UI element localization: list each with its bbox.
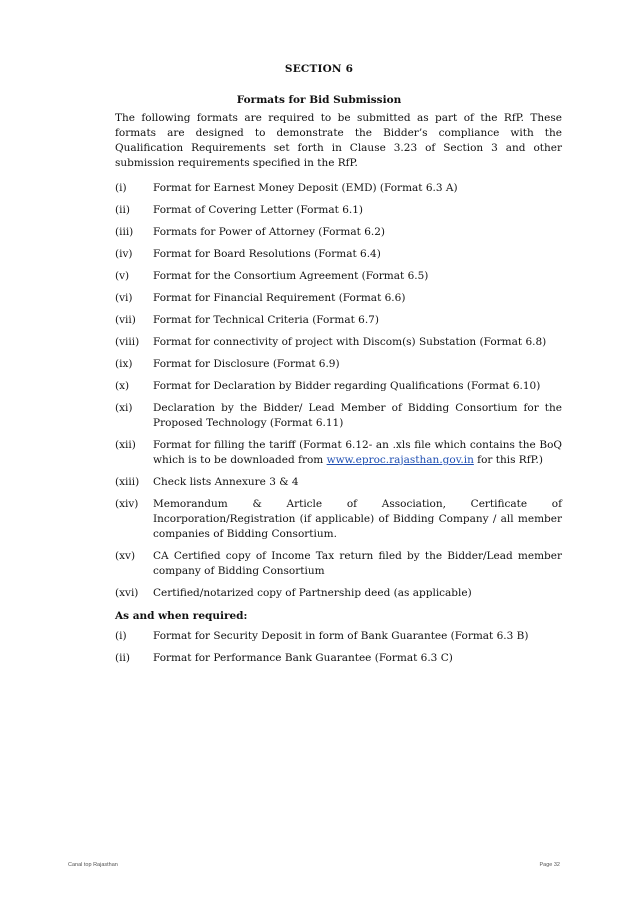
list-item-number: (vi) — [115, 292, 133, 304]
footer-page-number: Page 32 — [539, 862, 560, 868]
list-item-text: Format for Board Resolutions (Format 6.4) — [153, 248, 381, 260]
list-item-text: CA Certified copy of Income Tax return filed by the Bidder/Lead member company of Bidding Consortium — [153, 550, 562, 577]
list-item — [115, 225, 562, 240]
list-item-number: (v) — [115, 270, 130, 282]
list-item-text-before-link: Format for filling the tariff (Format 6.12- an .xls file which contains the BoQ which is to be downloaded from — [153, 439, 562, 466]
footer-project-name: Canal top Rajasthan — [68, 862, 118, 868]
list-item — [115, 335, 562, 350]
list-item — [115, 438, 562, 468]
intro-paragraph: The following formats are required to be submitted as part of the RfP. These formats are designed to demonstrate the Bidder’s compliance with the Qualification Requirements set forth in Clause 3.23 of Section 3 and other submission requirements specified in the RfP. — [115, 112, 562, 169]
list-item — [115, 549, 562, 579]
list-item-text: Formats for Power of Attorney (Format 6.2) — [153, 226, 385, 238]
list-item-number: (iii) — [115, 226, 134, 238]
page-title: Formats for Bid Submission — [236, 94, 402, 106]
list-item-number: (viii) — [115, 336, 140, 348]
section-heading: SECTION 6 — [284, 63, 354, 75]
when-required-list — [115, 629, 562, 673]
list-item — [115, 586, 562, 601]
list-item-text: Format for connectivity of project with Discom(s) Substation (Format 6.8) — [153, 336, 547, 348]
list-item-number: (vii) — [115, 314, 136, 326]
list-item-number: (xvi) — [115, 587, 139, 599]
list-item — [115, 629, 562, 644]
list-item-text: Format for Performance Bank Guarantee (Format 6.3 C) — [153, 652, 453, 664]
list-item — [115, 247, 562, 262]
list-item — [115, 269, 562, 284]
list-item — [115, 203, 562, 218]
list-item — [115, 401, 562, 431]
list-item-number: (xiv) — [115, 498, 139, 510]
eproc-link[interactable]: www.eproc.rajasthan.gov.in — [326, 454, 474, 466]
list-item-text — [153, 438, 562, 468]
list-item-text: Format of Covering Letter (Format 6.1) — [153, 204, 363, 216]
list-item-number: (xv) — [115, 550, 136, 562]
list-item — [115, 181, 562, 196]
list-item — [115, 475, 562, 490]
list-item-number: (ii) — [115, 204, 130, 216]
list-item-text: Format for Financial Requirement (Format 6.6) — [153, 292, 406, 304]
when-required-heading: As and when required: — [115, 610, 248, 622]
list-item — [115, 291, 562, 306]
list-item-text: Format for Earnest Money Deposit (EMD) (Format 6.3 A) — [153, 182, 458, 194]
list-item — [115, 313, 562, 328]
list-item-number: (i) — [115, 630, 127, 642]
list-item-text: Format for Declaration by Bidder regarding Qualifications (Format 6.10) — [153, 380, 541, 392]
list-item-text: Format for the Consortium Agreement (Format 6.5) — [153, 270, 429, 282]
list-item — [115, 497, 562, 542]
list-item — [115, 651, 562, 666]
list-item-text: Memorandum & Article of Association, Certificate of Incorporation/Registration (if applicable) of Bidding Company / all member companies of Bidding Consortium. — [153, 498, 562, 540]
list-item-text: Certified/notarized copy of Partnership deed (as applicable) — [153, 587, 472, 599]
list-item-number: (i) — [115, 182, 127, 194]
list-item-text: Format for Disclosure (Format 6.9) — [153, 358, 340, 370]
list-item-text-after-link: for this RfP.) — [473, 454, 543, 466]
list-item-number: (ii) — [115, 652, 130, 664]
list-item-number: (iv) — [115, 248, 133, 260]
list-item-number: (ix) — [115, 358, 133, 370]
list-item — [115, 357, 562, 372]
list-item-text: Declaration by the Bidder/ Lead Member of Bidding Consortium for the Proposed Technology (Format 6.11) — [153, 402, 562, 429]
list-item-number: (xi) — [115, 402, 133, 414]
formats-list — [115, 181, 562, 608]
list-item-text: Check lists Annexure 3 & 4 — [153, 476, 299, 488]
list-item-text: Format for Technical Criteria (Format 6.7) — [153, 314, 379, 326]
list-item-text: Format for Security Deposit in form of Bank Guarantee (Format 6.3 B) — [153, 630, 529, 642]
list-item-number: (x) — [115, 380, 130, 392]
list-item — [115, 379, 562, 394]
list-item-number: (xiii) — [115, 476, 140, 488]
list-item-number: (xii) — [115, 439, 136, 451]
